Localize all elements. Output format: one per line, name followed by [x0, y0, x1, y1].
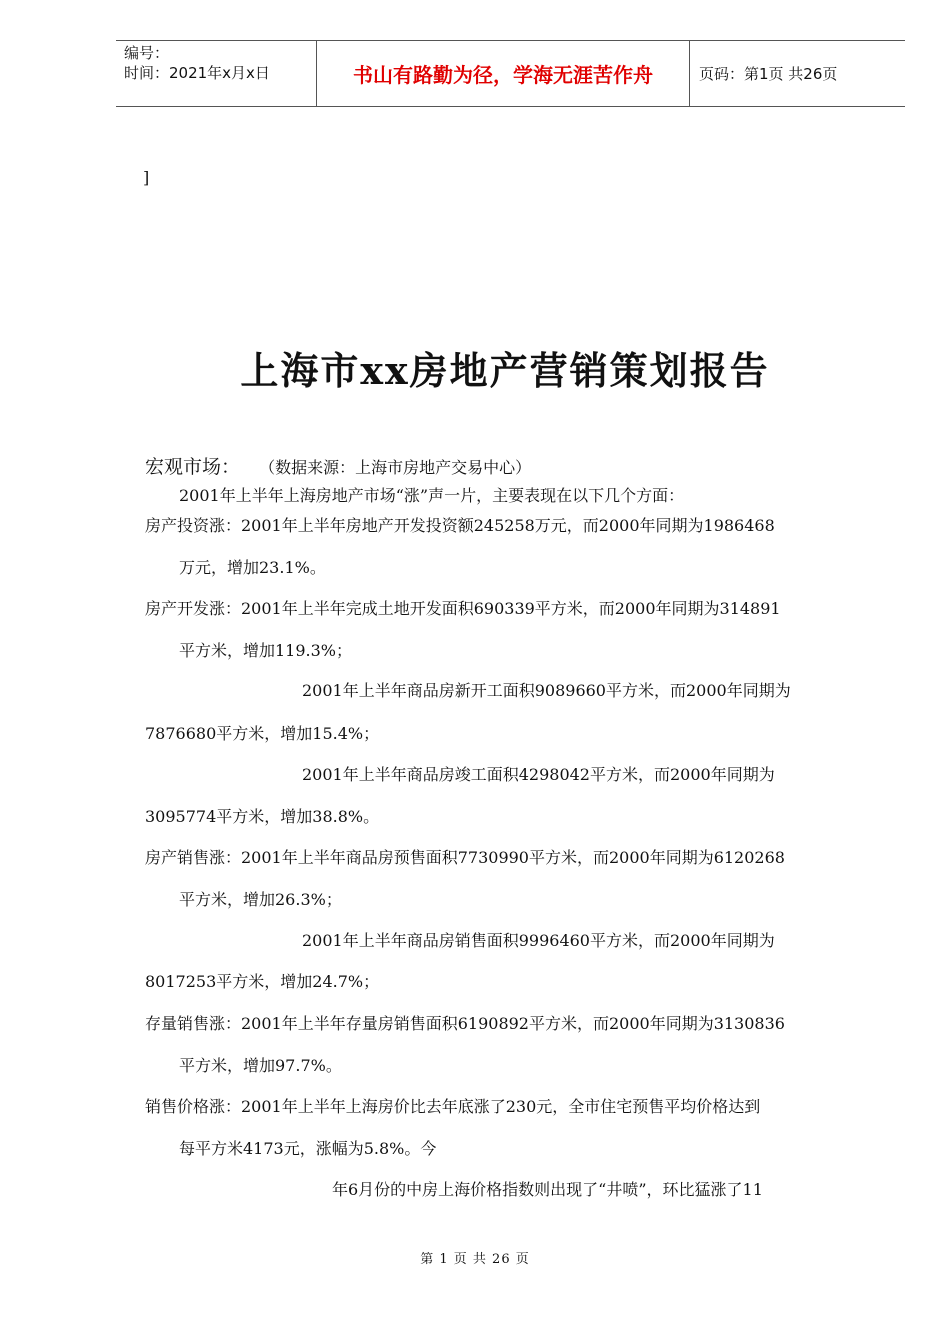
macro-source: （数据来源：上海市房地产交易中心）	[259, 458, 532, 477]
paragraph-line: 2001年上半年商品房竣工面积4298042平方米，而2000年同期为	[302, 765, 775, 784]
paragraph-line: 房产开发涨：2001年上半年完成土地开发面积690339平方米，而2000年同期为314891	[145, 599, 781, 618]
page-footer: 第 1 页 共 26 页	[420, 1252, 530, 1267]
document-title: 上海市xx房地产营销策划报告	[240, 348, 770, 393]
paragraph-line: 房产投资涨：2001年上半年房地产开发投资额245258万元，而2000年同期为1986468	[145, 516, 775, 535]
paragraph-line: 销售价格涨：2001年上半年上海房价比去年底涨了230元，全市住宅预售平均价格达到	[145, 1097, 761, 1116]
paragraph-line: 存量销售涨：2001年上半年存量房销售面积6190892平方米，而2000年同期为3130836	[145, 1014, 785, 1033]
paragraph-line: 房产销售涨：2001年上半年商品房预售面积7730990平方米，而2000年同期为6120268	[145, 848, 785, 867]
paragraph-line: 2001年上半年商品房销售面积9996460平方米，而2000年同期为	[302, 931, 775, 950]
page-header	[116, 40, 905, 107]
paragraph-line: 8017253平方米，增加24.7%；	[145, 972, 380, 991]
macro-heading: 宏观市场：	[145, 456, 241, 478]
paragraph-line: 7876680平方米，增加15.4%；	[145, 724, 380, 743]
header-meta	[116, 41, 316, 106]
header-motto: 书山有路勤为径，学海无涯苦作舟	[316, 41, 690, 106]
stray-mark: ]	[143, 168, 150, 187]
document-number-label: 编号：	[124, 44, 170, 62]
macro-line	[145, 452, 531, 479]
paragraph-line: 万元，增加23.1%。	[179, 558, 326, 577]
paragraph-line: 年6月份的中房上海价格指数则出现了“井喷”，环比猛涨了11	[332, 1180, 763, 1199]
paragraph-line: 2001年上半年上海房地产市场“涨”声一片，主要表现在以下几个方面：	[179, 486, 685, 505]
paragraph-line: 平方米，增加119.3%；	[179, 641, 353, 660]
header-page-info: 页码：第1页 共26页	[699, 65, 838, 83]
paragraph-line: 平方米，增加97.7%。	[179, 1056, 342, 1075]
document-time-label: 时间：2021年x月x日	[124, 64, 270, 82]
paragraph-line: 平方米，增加26.3%；	[179, 890, 342, 909]
paragraph-line: 2001年上半年商品房新开工面积9089660平方米，而2000年同期为	[302, 681, 791, 700]
paragraph-line: 每平方米4173元，涨幅为5.8%。今	[179, 1139, 437, 1158]
paragraph-line: 3095774平方米，增加38.8%。	[145, 807, 380, 826]
